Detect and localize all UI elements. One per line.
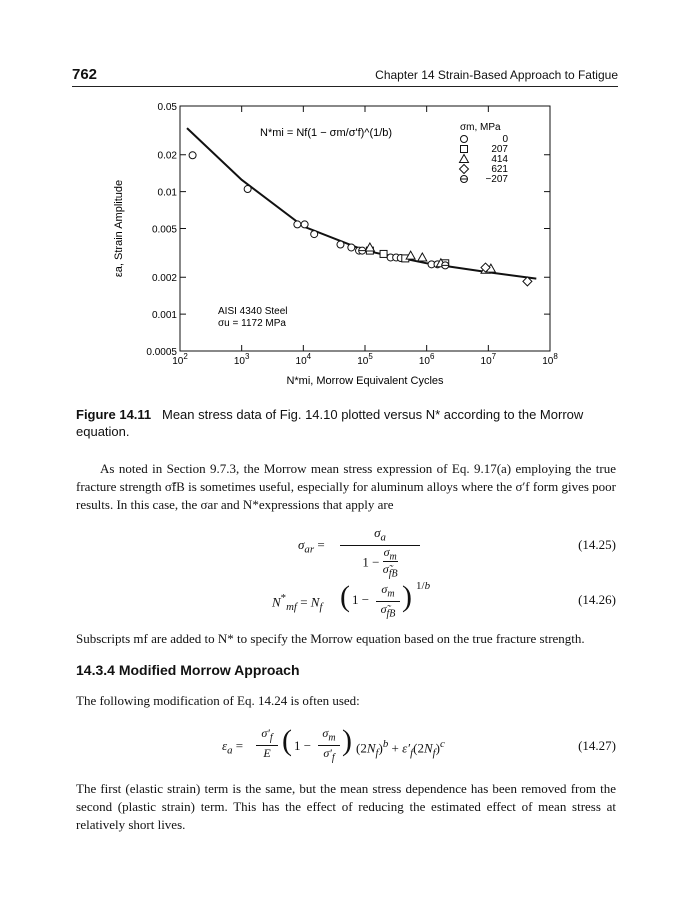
legend-marker-circle [461, 136, 468, 143]
equation-14-27: $\varepsilon_a$ = $\sigma'_f$ E ( 1 − $\sigma_m$ $\sigma'_f$ ) $(2N_f)^b + \varepsilon'_f(2N_f)^c$ (14.27) [222, 724, 616, 764]
data-point-circle [189, 152, 196, 159]
x-tick-label: $10^2$ [172, 352, 188, 367]
equation-14-25: $\sigma_{ar}$ = $\sigma_a$ $1 - \sigma_m$ $\sigmã_{fB}$ (14.25) [298, 525, 616, 580]
data-point-triangle [418, 253, 427, 261]
equation-number-14-27: (14.27) [578, 738, 616, 753]
x-axis-label: N*mi, Morrow Equivalent Cycles [286, 375, 444, 387]
x-tick-label: $10^6$ [418, 352, 435, 367]
data-point-circle [301, 221, 308, 228]
y-tick-label: 0.01 [157, 187, 177, 199]
data-point-circle [244, 186, 251, 193]
figure-caption [76, 406, 616, 440]
data-point-circle [348, 244, 355, 251]
legend-label: 207 [491, 144, 508, 155]
x-tick-label: $10^8$ [542, 352, 558, 367]
morrow-equation-annotation: N*mi = Nf(1 − σm/σ'f)^(1/b) [260, 127, 393, 139]
data-point-circle [311, 231, 318, 238]
header-rule [72, 86, 618, 87]
figure-14-11-chart [60, 96, 600, 396]
x-tick-label: $10^7$ [480, 352, 497, 367]
legend-marker-diamond [460, 165, 469, 174]
caption-text: Mean stress data of Fig. 14.10 plotted versus N* according to the Morrow equation. [76, 407, 584, 439]
equation-number-14-25: (14.25) [578, 537, 616, 552]
paragraph-1: As noted in Section 9.7.3, the Morrow mean stress expression of Eq. 9.17(a) employing the true fracture strength σ̃fB is sometimes useful, especially for aluminum alloys where the σ′f form gives poor results. In this case, the σar and N*expressions that apply are [76, 461, 616, 512]
caption-label: Figure 14.11 [76, 407, 152, 422]
y-tick-label: 0.002 [151, 273, 177, 285]
y-tick-label: 0.02 [157, 150, 177, 162]
paragraph-2: Subscripts mf are added to N* to specify the Morrow equation based on the true fracture strength. [76, 631, 585, 646]
section-heading: 14.3.4 Modified Morrow Approach [76, 662, 300, 678]
y-tick-label: 0.0005 [146, 347, 177, 358]
legend-title: σm, MPa [460, 122, 501, 133]
x-tick-label: $10^5$ [357, 352, 373, 367]
equation-14-26: $N^*_{mf} = N_f$ ( 1 − $\sigma_m$ $\sigmã_{fB}$ ) 1/b (14.26) [272, 580, 616, 620]
y-tick-label: 0.001 [151, 310, 177, 322]
fit-curve [187, 128, 536, 279]
legend-label: −207 [485, 174, 508, 185]
ultimate-strength-label: σu = 1172 MPa [218, 318, 286, 329]
legend-marker-triangle [460, 155, 469, 163]
data-point-circle [294, 221, 301, 228]
page-number: 762 [72, 66, 98, 83]
running-head: Chapter 14 Strain-Based Approach to Fatigue [375, 68, 618, 82]
y-axis-label: εa, Strain Amplitude [113, 179, 125, 278]
legend-label: 621 [491, 164, 508, 175]
y-tick-label: 0.005 [151, 224, 177, 236]
data-point-square [380, 250, 387, 257]
section-intro: The following modification of Eq. 14.24 is often used: [76, 693, 360, 708]
legend-label: 414 [491, 154, 508, 165]
material-label: AISI 4340 Steel [218, 306, 288, 317]
legend-label: 0 [502, 134, 508, 145]
x-tick-label: $10^3$ [233, 352, 250, 367]
equation-number-14-26: (14.26) [578, 592, 616, 607]
y-tick-label: 0.05 [157, 102, 177, 113]
data-point-circle [337, 241, 344, 248]
x-tick-label: $10^4$ [295, 352, 312, 367]
legend-marker-square [461, 146, 468, 153]
paragraph-3: The first (elastic strain) term is the same, but the mean stress dependence has been removed from the second (plastic strain) term. This has the effect of reducing the estimated effect of mean stress at relatively short lives. [76, 781, 616, 832]
